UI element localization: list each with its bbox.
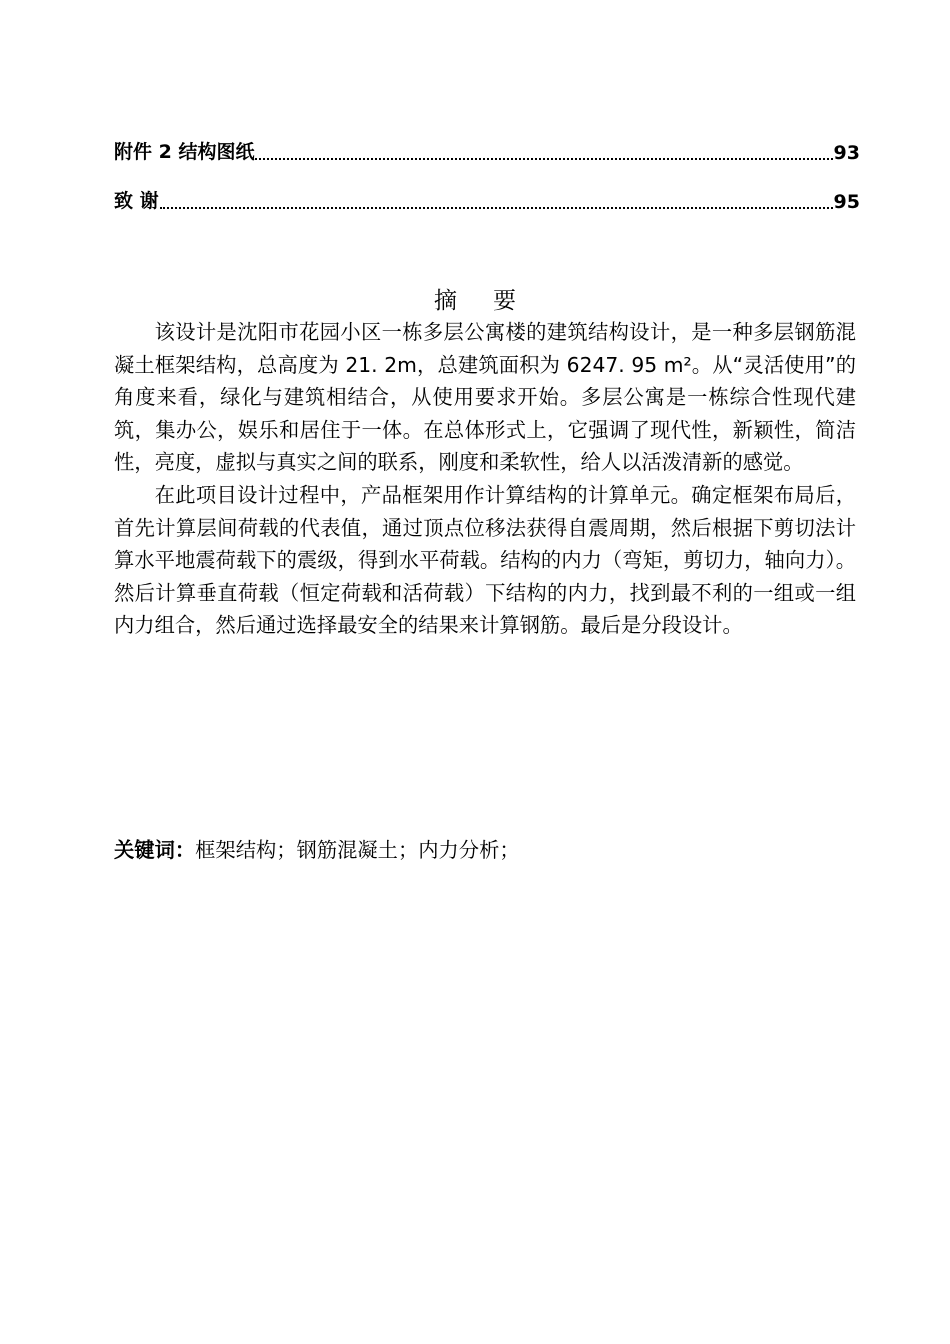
keywords-text: 框架结构；钢筋混凝土；内力分析；: [195, 838, 520, 862]
abstract-heading-char-1: 摘: [434, 288, 457, 314]
toc-entry-page: 95: [833, 191, 860, 213]
toc-entry-drawings[interactable]: [114, 138, 860, 164]
abstract-heading: [0, 282, 950, 315]
abstract-paragraph-1: 该设计是沈阳市花园小区一栋多层公寓楼的建筑结构设计，是一种多层钢筋混凝土框架结构，总高度为 21. 2m，总建筑面积为 6247. 95 m²。从“灵活使用”的角度来看，绿化与建筑相结合，从使用要求开始。多层公寓是一栋综合性现代建筑，集办公，娱乐和居住于一体。在总体形式上，它强调了现代性，新颖性，简洁性，亮度，虚拟与真实之间的联系，刚度和柔软性，给人以活泼清新的感觉。: [114, 320, 856, 475]
abstract-heading-char-2: 要: [493, 288, 516, 314]
toc-leader-dots: [255, 142, 832, 164]
abstract-paragraph-2: 在此项目设计过程中，产品框架用作计算结构的计算单元。确定框架布局后，首先计算层间荷载的代表值，通过顶点位移法获得自震周期，然后根据下剪切法计算水平地震荷载下的震级，得到水平荷载。结构的内力（弯矩，剪切力，轴向力）。然后计算垂直荷载（恒定荷载和活荷载）下结构的内力，找到最不利的一组或一组内力组合，然后通过选择最安全的结果来计算钢筋。最后是分段设计。: [114, 482, 856, 638]
keywords-label: 关键词：: [114, 838, 196, 862]
keywords-line: [114, 834, 856, 866]
toc-entry-acknowledgements[interactable]: [114, 187, 860, 213]
toc-entry-label: 附件 2 结构图纸: [114, 141, 255, 163]
toc-leader-dots: [160, 191, 833, 213]
toc-entry-label: 致 谢: [114, 190, 159, 212]
abstract-body: [114, 316, 856, 642]
toc-entry-page: 93: [833, 142, 860, 164]
